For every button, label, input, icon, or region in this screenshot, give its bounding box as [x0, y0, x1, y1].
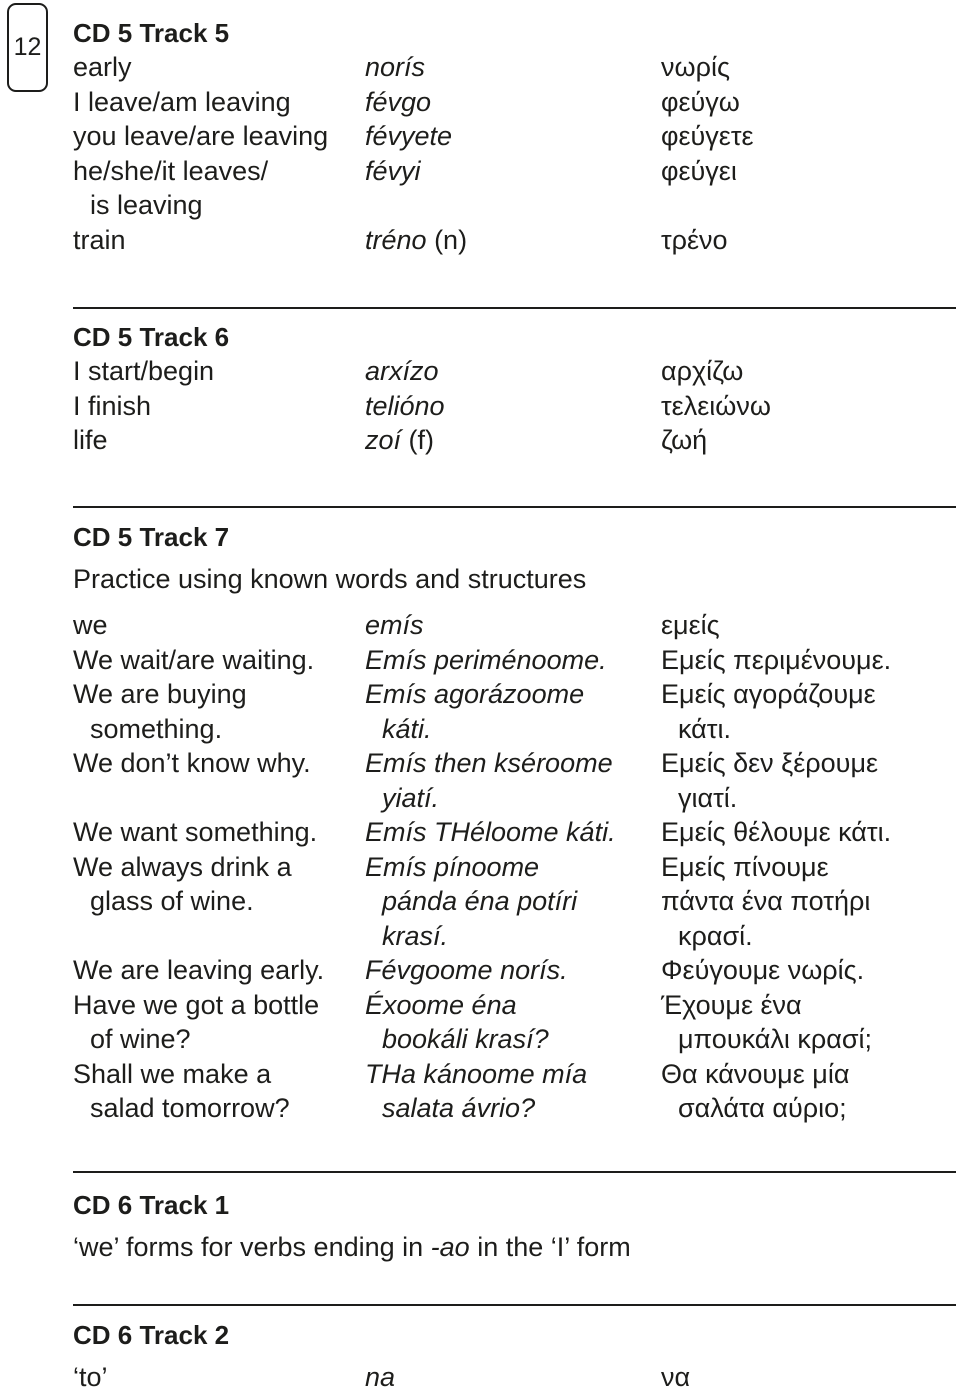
greek-term: Εμείς πίνουμε πάντα ένα ποτήρι κρασί. — [661, 851, 871, 951]
english-term: We are leaving early. — [73, 955, 325, 985]
vocab-row — [73, 389, 960, 424]
section-cd5-track5 — [73, 16, 960, 257]
vocab-row — [73, 119, 960, 154]
transliteration: THa kánoome mía salata ávrio? — [365, 1058, 588, 1123]
section-cd6-track1 — [73, 1188, 960, 1264]
english-term: We wait/are waiting. — [73, 644, 315, 675]
section-heading: CD 6 Track 1 — [73, 1190, 230, 1220]
vocab-row — [73, 643, 960, 678]
english-term: you leave/are leaving — [73, 121, 329, 151]
english-term: life — [73, 425, 108, 455]
english-term: early — [73, 52, 132, 82]
vocab-row — [73, 1057, 960, 1126]
greek-term: νωρίς — [661, 52, 730, 82]
page-number: 12 — [13, 33, 42, 61]
vocab-row — [73, 815, 960, 850]
vocab-row — [73, 608, 960, 643]
greek-term: Εμείς θέλουμε κάτι. — [661, 817, 892, 847]
section-heading: CD 5 Track 7 — [73, 522, 230, 552]
transliteration: Févgoome norís. — [365, 955, 568, 985]
transliteration: Emís agorázoome káti. — [365, 679, 585, 744]
transliteration: févyete — [365, 121, 453, 151]
section-heading: CD 5 Track 5 — [73, 18, 230, 48]
english-term: Have we got a bottle of wine? — [73, 989, 320, 1054]
vocab-row — [73, 1360, 960, 1395]
section-heading: CD 5 Track 6 — [73, 322, 230, 352]
vocab-row — [73, 746, 960, 815]
vocab-row — [73, 223, 960, 258]
section-heading: CD 6 Track 2 — [73, 1320, 230, 1350]
english-term: I finish — [73, 390, 152, 421]
english-term: I leave/am leaving — [73, 86, 291, 117]
greek-term: τελειώνω — [661, 390, 771, 421]
english-term: I start/begin — [73, 356, 215, 386]
greek-term: ζωή — [661, 425, 708, 455]
greek-term: να — [661, 1362, 691, 1392]
transliteration: févgo — [365, 86, 432, 117]
section-cd6-track2 — [73, 1318, 960, 1395]
english-term: We want something. — [73, 817, 318, 847]
gender-note: (f) — [408, 425, 435, 455]
greek-term: φεύγει — [661, 155, 737, 186]
transliteration: Emís THéloome káti. — [365, 817, 616, 847]
greek-term: φεύγετε — [661, 121, 754, 151]
greek-term: εμείς — [661, 610, 720, 640]
section-cd5-track6 — [73, 320, 960, 458]
section-divider — [73, 1304, 956, 1306]
vocab-row — [73, 988, 960, 1057]
section-divider — [73, 1171, 956, 1173]
transliteration: Emís pínoome pánda éna potíri krasí. — [365, 851, 578, 951]
english-term: We are buying something. — [73, 679, 247, 744]
transliteration: Éxoome éna bookáli krasí? — [365, 989, 549, 1054]
vocab-row — [73, 423, 960, 458]
greek-term: Φεύγουμε νωρίς. — [661, 955, 865, 985]
transliteration: tréno (n) — [365, 224, 468, 255]
english-term: we — [73, 610, 108, 640]
vocab-row — [73, 953, 960, 988]
transliteration: Emís periménoome. — [365, 644, 607, 675]
page-number-tab — [7, 3, 48, 92]
transliteration: zoí (f) — [365, 425, 435, 455]
vocab-row — [73, 850, 960, 954]
transliteration: na — [365, 1362, 396, 1392]
section-divider — [73, 506, 956, 508]
transliteration: norís — [365, 52, 426, 82]
greek-term: φεύγω — [661, 86, 740, 117]
greek-term: τρένο — [661, 224, 728, 255]
section-divider — [73, 307, 956, 309]
greek-term: Θα κάνουμε μία σαλάτα αύριο; — [661, 1058, 850, 1123]
greek-term: αρχίζω — [661, 356, 744, 386]
section-subtitle: Practice using known words and structures — [73, 564, 587, 594]
section-cd5-track7 — [73, 520, 960, 1126]
transliteration: Emís then kséroome yiatí. — [365, 748, 613, 813]
english-term: train — [73, 224, 126, 255]
english-term: he/she/it leaves/ is leaving — [73, 155, 269, 220]
vocab-row — [73, 354, 960, 389]
vocab-row — [73, 677, 960, 746]
english-term: We don’t know why. — [73, 748, 311, 778]
greek-term: Εμείς αγοράζουμε κάτι. — [661, 679, 876, 744]
greek-term: Έχουμε ένα μπουκάλι κρασί; — [661, 989, 872, 1054]
greek-term: Εμείς περιμένουμε. — [661, 644, 892, 675]
english-term: ‘to’ — [73, 1362, 108, 1392]
transliteration: emís — [365, 610, 424, 640]
vocab-row — [73, 154, 960, 223]
vocab-row — [73, 85, 960, 120]
greek-term: Εμείς δεν ξέρουμε γιατί. — [661, 748, 879, 813]
vocab-row — [73, 50, 960, 85]
transliteration: arxízo — [365, 356, 439, 386]
english-term: We always drink a glass of wine. — [73, 851, 292, 916]
english-term: Shall we make a salad tomorrow? — [73, 1058, 290, 1123]
transliteration: févyi — [365, 155, 421, 186]
transliteration: telióno — [365, 390, 445, 421]
section-subtitle: ‘we’ forms for verbs ending in -ao in the ‘I’ form — [73, 1232, 631, 1262]
gender-note: (n) — [434, 224, 468, 255]
